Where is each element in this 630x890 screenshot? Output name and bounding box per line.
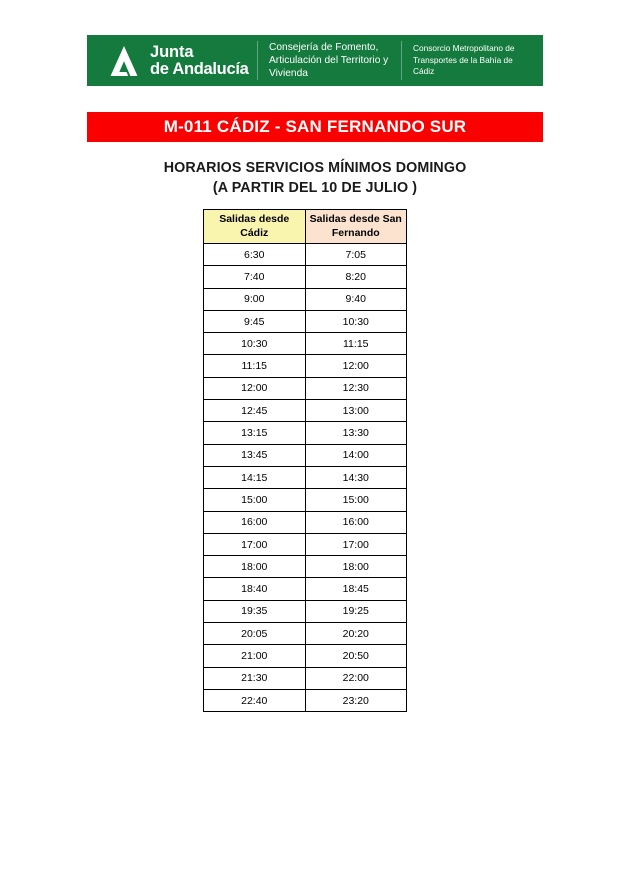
table-row	[204, 667, 407, 689]
departure-time-san-fernando: 14:00	[305, 444, 407, 466]
department-name: Consejería de Fomento, Articulación del Territorio y Vivienda	[269, 41, 389, 80]
table-row	[204, 355, 407, 377]
department-block	[258, 35, 401, 86]
departure-time-san-fernando: 15:00	[305, 489, 407, 511]
table-row	[204, 511, 407, 533]
table-row	[204, 556, 407, 578]
departure-time-san-fernando: 11:15	[305, 333, 407, 355]
departure-time-san-fernando: 14:30	[305, 466, 407, 488]
schedule-subtitle	[0, 158, 630, 199]
departure-time-cadiz: 18:00	[204, 556, 306, 578]
timetable-head	[204, 210, 407, 244]
table-row	[204, 377, 407, 399]
departure-time-san-fernando: 7:05	[305, 244, 407, 266]
departure-time-cadiz: 20:05	[204, 623, 306, 645]
departure-time-cadiz: 21:30	[204, 667, 306, 689]
table-row	[204, 310, 407, 332]
table-row	[204, 444, 407, 466]
table-row	[204, 400, 407, 422]
departure-time-san-fernando: 8:20	[305, 266, 407, 288]
departure-time-cadiz: 21:00	[204, 645, 306, 667]
table-row	[204, 489, 407, 511]
departure-time-cadiz: 10:30	[204, 333, 306, 355]
consortium-name: Consorcio Metropolitano de Transportes de la Bahía de Cádiz	[413, 43, 515, 77]
departure-time-san-fernando: 18:00	[305, 556, 407, 578]
junta-andalucia-brand	[87, 35, 257, 86]
departure-time-cadiz: 12:45	[204, 400, 306, 422]
departure-time-san-fernando: 20:20	[305, 623, 407, 645]
timetable-header-row	[204, 210, 407, 244]
departure-time-san-fernando: 12:30	[305, 377, 407, 399]
departure-time-san-fernando: 12:00	[305, 355, 407, 377]
departure-time-cadiz: 11:15	[204, 355, 306, 377]
departure-time-san-fernando: 18:45	[305, 578, 407, 600]
departure-time-san-fernando: 22:00	[305, 667, 407, 689]
table-row	[204, 244, 407, 266]
departures-timetable	[203, 209, 407, 712]
brand-wordmark	[150, 44, 248, 78]
route-title: M-011 CÁDIZ - SAN FERNANDO SUR	[163, 117, 467, 136]
departure-time-san-fernando: 20:50	[305, 645, 407, 667]
departure-time-san-fernando: 13:30	[305, 422, 407, 444]
brand-line-junta: Junta	[150, 42, 194, 61]
departure-time-cadiz: 13:45	[204, 444, 306, 466]
departure-time-cadiz: 16:00	[204, 511, 306, 533]
table-row	[204, 578, 407, 600]
departure-time-cadiz: 7:40	[204, 266, 306, 288]
departure-time-cadiz: 13:15	[204, 422, 306, 444]
departure-time-cadiz: 14:15	[204, 466, 306, 488]
departure-time-cadiz: 12:00	[204, 377, 306, 399]
table-row	[204, 623, 407, 645]
departure-time-cadiz: 22:40	[204, 689, 306, 711]
table-row	[204, 533, 407, 555]
departure-time-san-fernando: 17:00	[305, 533, 407, 555]
table-row	[204, 422, 407, 444]
column-header-cadiz: Salidas desde Cádiz	[204, 210, 306, 244]
table-row	[204, 689, 407, 711]
table-row	[204, 288, 407, 310]
subtitle-line-2: (A PARTIR DEL 10 DE JULIO )	[212, 180, 418, 197]
brand-line-andalucia: de Andalucía	[150, 59, 249, 78]
departure-time-san-fernando: 23:20	[305, 689, 407, 711]
table-row	[204, 600, 407, 622]
departure-time-san-fernando: 10:30	[305, 310, 407, 332]
junta-andalucia-a-logo-icon	[107, 44, 141, 78]
table-row	[204, 333, 407, 355]
departure-time-cadiz: 18:40	[204, 578, 306, 600]
departure-time-san-fernando: 13:00	[305, 400, 407, 422]
departure-time-san-fernando: 9:40	[305, 288, 407, 310]
route-banner	[87, 112, 543, 142]
consortium-block	[402, 35, 543, 86]
table-row	[204, 645, 407, 667]
departure-time-cadiz: 6:30	[204, 244, 306, 266]
departure-time-cadiz: 9:00	[204, 288, 306, 310]
column-header-san-fernando: Salidas desde San Fernando	[305, 210, 407, 244]
subtitle-line-1: HORARIOS SERVICIOS MÍNIMOS DOMINGO	[163, 160, 467, 176]
table-row	[204, 466, 407, 488]
departure-time-cadiz: 9:45	[204, 310, 306, 332]
departure-time-cadiz: 17:00	[204, 533, 306, 555]
departure-time-san-fernando: 19:25	[305, 600, 407, 622]
government-header-banner	[87, 35, 543, 86]
departure-time-cadiz: 19:35	[204, 600, 306, 622]
departure-time-cadiz: 15:00	[204, 489, 306, 511]
table-row	[204, 266, 407, 288]
timetable-body	[204, 244, 407, 712]
departure-time-san-fernando: 16:00	[305, 511, 407, 533]
